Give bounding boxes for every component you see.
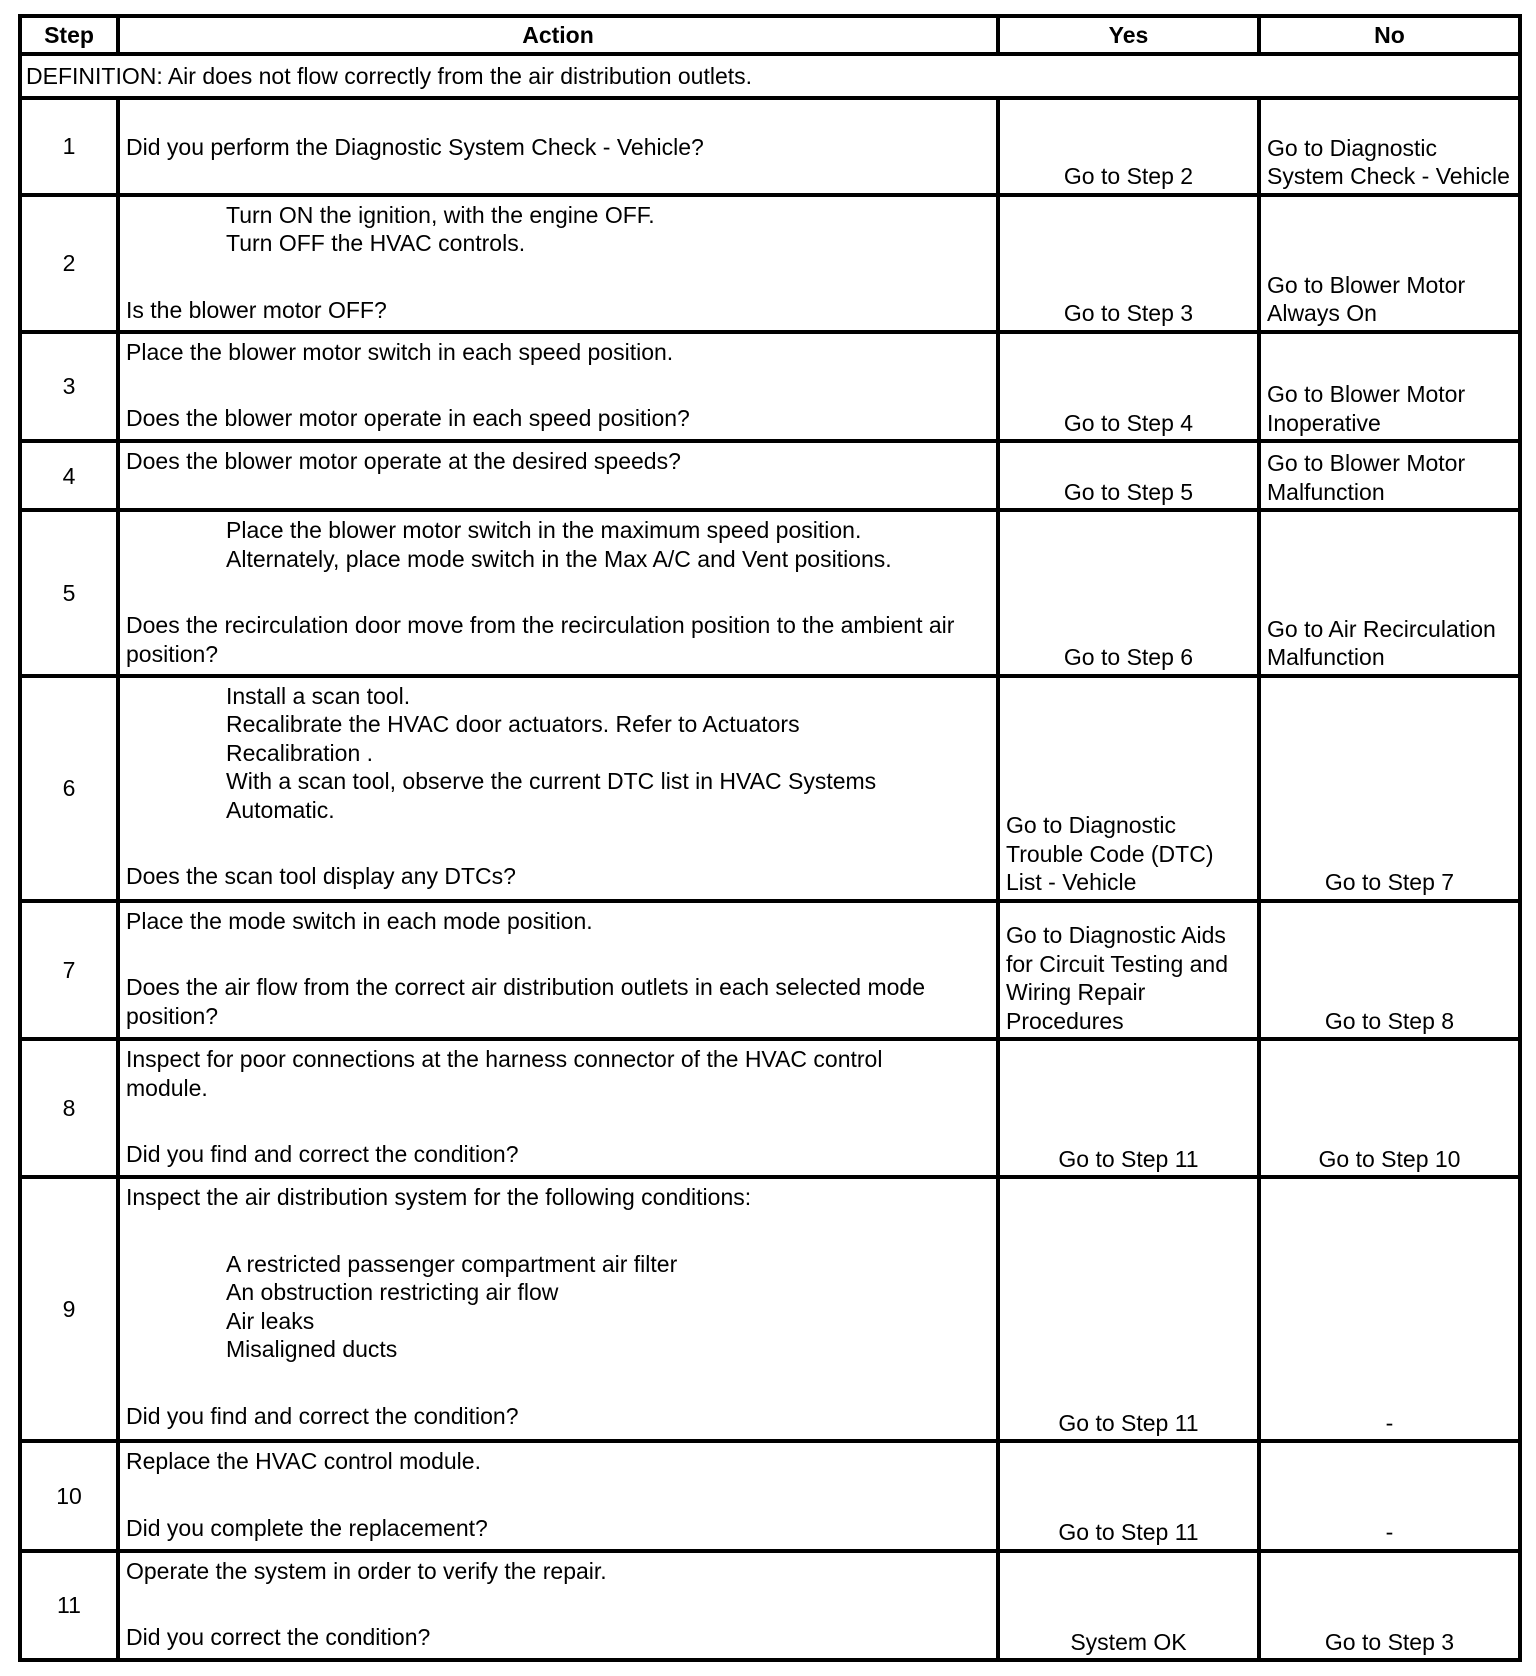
table-row	[20, 98, 1520, 194]
table-row	[20, 1441, 1520, 1550]
table-row	[20, 1177, 1520, 1441]
yes-cell: System OK	[998, 1551, 1259, 1660]
step-number: 11	[20, 1551, 118, 1660]
action-question: Did you find and correct the condition?	[126, 1141, 519, 1168]
yes-cell: Go to Diagnostic Trouble Code (DTC) List - Vehicle	[998, 676, 1259, 901]
action-question: Does the recirculation door move from the recirculation position to the ambient air position?	[126, 612, 961, 667]
action-cell	[118, 676, 998, 901]
step-number: 8	[20, 1039, 118, 1177]
action-instruction: Turn ON the ignition, with the engine OFF.	[226, 201, 655, 228]
action-intro: Operate the system in order to verify the repair.	[126, 1557, 607, 1584]
action-question: Does the air flow from the correct air distribution outlets in each selected mode position?	[126, 974, 932, 1029]
no-cell: Go to Step 8	[1259, 901, 1520, 1039]
action-cell	[118, 1441, 998, 1550]
step-number: 4	[20, 441, 118, 510]
no-cell: Go to Air Recirculation Malfunction	[1259, 510, 1520, 676]
header-step: Step	[20, 16, 118, 54]
yes-cell: Go to Step 11	[998, 1177, 1259, 1441]
yes-cell: Go to Step 11	[998, 1441, 1259, 1550]
yes-cell: Go to Step 2	[998, 98, 1259, 194]
yes-cell: Go to Step 6	[998, 510, 1259, 676]
action-intro: Does the blower motor operate at the desired speeds?	[126, 448, 681, 475]
step-number: 10	[20, 1441, 118, 1550]
action-cell	[118, 98, 998, 194]
action-question: Did you find and correct the condition?	[126, 1402, 519, 1429]
action-intro: Inspect for poor connections at the harness connector of the HVAC control module.	[126, 1046, 889, 1101]
no-cell: Go to Step 7	[1259, 676, 1520, 901]
action-instruction: A restricted passenger compartment air filter	[226, 1250, 678, 1277]
action-cell	[118, 1551, 998, 1660]
action-instruction: Air leaks	[226, 1307, 315, 1334]
action-cell	[118, 510, 998, 676]
step-number: 1	[20, 98, 118, 194]
action-question: Is the blower motor OFF?	[126, 296, 387, 323]
header-action: Action	[118, 16, 998, 54]
action-question: Does the scan tool display any DTCs?	[126, 863, 516, 890]
table-row	[20, 676, 1520, 901]
table-row	[20, 1551, 1520, 1660]
action-question: Did you complete the replacement?	[126, 1514, 488, 1541]
action-question: Did you correct the condition?	[126, 1624, 431, 1651]
action-instruction: Place the blower motor switch in the maximum speed position.	[226, 517, 862, 544]
no-cell: -	[1259, 1441, 1520, 1550]
table-row	[20, 1039, 1520, 1177]
action-cell	[118, 901, 998, 1039]
action-question: Did you perform the Diagnostic System Check - Vehicle?	[126, 134, 704, 161]
action-cell	[118, 1177, 998, 1441]
action-cell	[118, 195, 998, 332]
yes-cell: Go to Step 11	[998, 1039, 1259, 1177]
step-number: 6	[20, 676, 118, 901]
no-cell: Go to Blower Motor Inoperative	[1259, 332, 1520, 441]
no-cell: Go to Step 3	[1259, 1551, 1520, 1660]
diagnostic-table	[18, 14, 1522, 1662]
action-instruction: Install a scan tool.	[226, 682, 411, 709]
action-cell	[118, 332, 998, 441]
action-instruction: With a scan tool, observe the current DTC list in HVAC Systems Automatic.	[226, 768, 882, 823]
step-number: 3	[20, 332, 118, 441]
table-row	[20, 901, 1520, 1039]
action-intro: Place the mode switch in each mode position.	[126, 907, 593, 934]
table-row	[20, 510, 1520, 676]
no-cell: Go to Step 10	[1259, 1039, 1520, 1177]
action-cell	[118, 441, 998, 510]
header-row	[20, 16, 1520, 54]
no-cell: -	[1259, 1177, 1520, 1441]
no-cell: Go to Blower Motor Malfunction	[1259, 441, 1520, 510]
action-intro: Inspect the air distribution system for the following conditions:	[126, 1184, 752, 1211]
header-no: No	[1259, 16, 1520, 54]
action-instruction: Recalibrate the HVAC door actuators. Refer to Actuators Recalibration .	[226, 711, 806, 766]
yes-cell: Go to Step 3	[998, 195, 1259, 332]
action-instruction: Turn OFF the HVAC controls.	[226, 230, 526, 257]
no-cell: Go to Diagnostic System Check - Vehicle	[1259, 98, 1520, 194]
step-number: 7	[20, 901, 118, 1039]
no-cell: Go to Blower Motor Always On	[1259, 195, 1520, 332]
table-row	[20, 441, 1520, 510]
step-number: 2	[20, 195, 118, 332]
action-intro: Replace the HVAC control module.	[126, 1448, 481, 1475]
action-instruction: Alternately, place mode switch in the Max A/C and Vent positions.	[226, 545, 892, 572]
action-question: Does the blower motor operate in each speed position?	[126, 405, 690, 432]
table-row	[20, 195, 1520, 332]
action-cell	[118, 1039, 998, 1177]
header-yes: Yes	[998, 16, 1259, 54]
action-instruction: Misaligned ducts	[226, 1336, 398, 1363]
step-number: 9	[20, 1177, 118, 1441]
yes-cell: Go to Diagnostic Aids for Circuit Testing and Wiring Repair Procedures	[998, 901, 1259, 1039]
definition-text: DEFINITION: Air does not flow correctly from the air distribution outlets.	[20, 54, 1520, 98]
yes-cell: Go to Step 4	[998, 332, 1259, 441]
action-intro: Place the blower motor switch in each speed position.	[126, 338, 674, 365]
yes-cell: Go to Step 5	[998, 441, 1259, 510]
step-number: 5	[20, 510, 118, 676]
action-instruction: An obstruction restricting air flow	[226, 1279, 559, 1306]
table-row	[20, 332, 1520, 441]
definition-row	[20, 54, 1520, 98]
